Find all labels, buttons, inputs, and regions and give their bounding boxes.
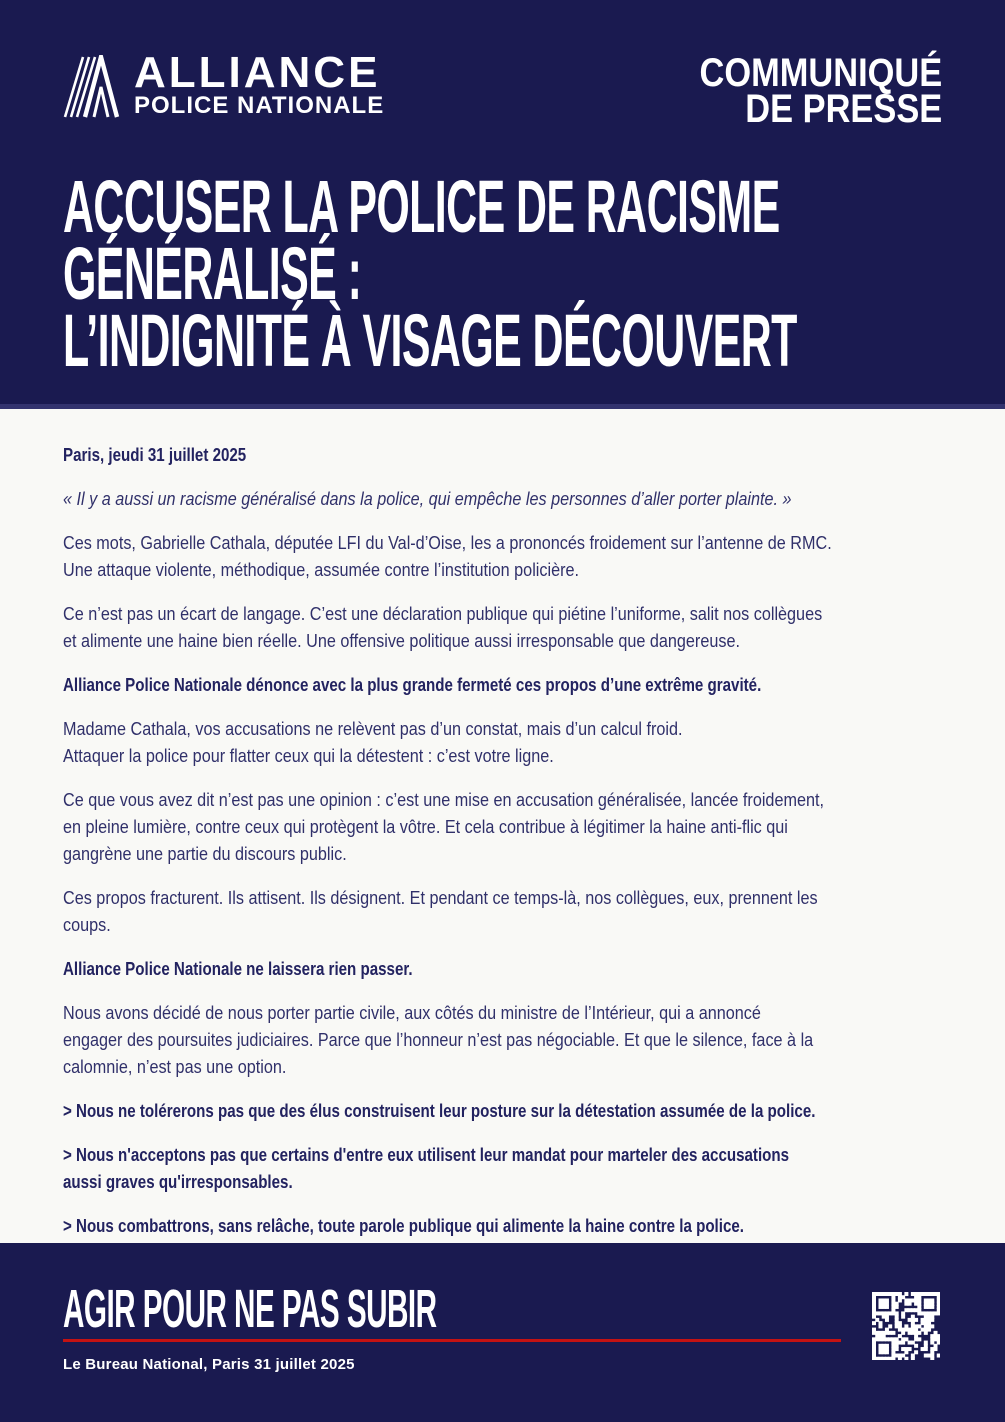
paragraph: > Nous ne tolérerons pas que des élus construisent leur posture sur la détestation assumée de la police. [63,1101,816,1121]
header-top-row [63,48,942,131]
press-release-label [699,51,942,131]
paragraph: > Nous combattrons, sans relâche, toute parole publique qui alimente la haine contre la police. [63,1216,744,1236]
paragraph: > Nous n'acceptons pas que certains d'entre eux utilisent leur mandat pour marteler des accusations aussi graves qu'irresponsables. [63,1145,790,1192]
paragraph: Ces mots, Gabrielle Cathala, députée LFI du Val-d’Oise, les a prononcés froidement sur l’antenne de RMC. Une attaque violente, méthodique, assumée contre l’institution policière. [63,533,832,580]
body-paragraphs [0,409,1005,1243]
footer-slogan: AGIR POUR NE PAS SUBIR [63,1279,437,1339]
alliance-logo-icon [63,55,121,119]
footer [0,1243,1005,1422]
paragraph: Ce n’est pas un écart de langage. C’est une déclaration publique qui piétine l’uniforme, salit nos collègues et alimente une haine bien réelle. Une offensive politique aussi irresponsable que dangereuse. [63,604,823,651]
press-release-label-line2: DE PRESSE [745,87,942,131]
paragraph: Ce que vous avez dit n’est pas une opinion : c’est une mise en accusation généralisée, lancée froidement, en pleine lumière, contre ceux qui protègent la vôtre. Et cela contribue à légitimer la haine anti-flic qui gangrène une partie du discours public. [63,790,824,864]
logo-text [134,48,385,119]
qr-code [872,1292,940,1360]
header [0,0,1005,409]
paragraph: Alliance Police Nationale dénonce avec la plus grande fermeté ces propos d’une extrême gravité. [63,675,762,695]
press-release-label-line1: COMMUNIQUÉ [699,51,942,95]
press-title-line: L’INDIGNITÉ À VISAGE DÉCOUVERT [63,299,797,382]
press-title-line: GÉNÉRALISÉ : [63,232,362,315]
press-title [63,165,942,382]
paragraph: Madame Cathala, vos accusations ne relèvent pas d’un constat, mais d’un calcul froid. Attaquer la police pour flatter ceux qui la détestent : c’est votre ligne. [63,719,683,766]
brand-subtitle: POLICE NATIONALE [134,92,385,119]
paragraph: Nous avons décidé de nous porter partie civile, aux côtés du ministre de l’Intérieur, qui a annoncé engager des poursuites judiciaires. Parce que l’honneur n’est pas négociable. Et que le silence, face à la calomnie, n’est pas une option. [63,1003,814,1077]
brand-name: ALLIANCE [134,48,381,97]
alliance-logo [63,48,385,119]
press-title-line: ACCUSER LA POLICE DE RACISME [63,165,780,248]
footer-byline: Le Bureau National, Paris 31 juillet 2025 [63,1356,355,1373]
paragraph: Alliance Police Nationale ne laissera rien passer. [63,959,413,979]
divider-line [63,1339,841,1342]
paragraph: « Il y a aussi un racisme généralisé dans la police, qui empêche les personnes d’aller porter plainte. » [63,489,792,509]
paragraph: Ces propos fracturent. Ils attisent. Ils désignent. Et pendant ce temps-là, nos collègues, eux, prennent les coups. [63,888,818,935]
paragraph: Paris, jeudi 31 juillet 2025 [63,445,247,465]
